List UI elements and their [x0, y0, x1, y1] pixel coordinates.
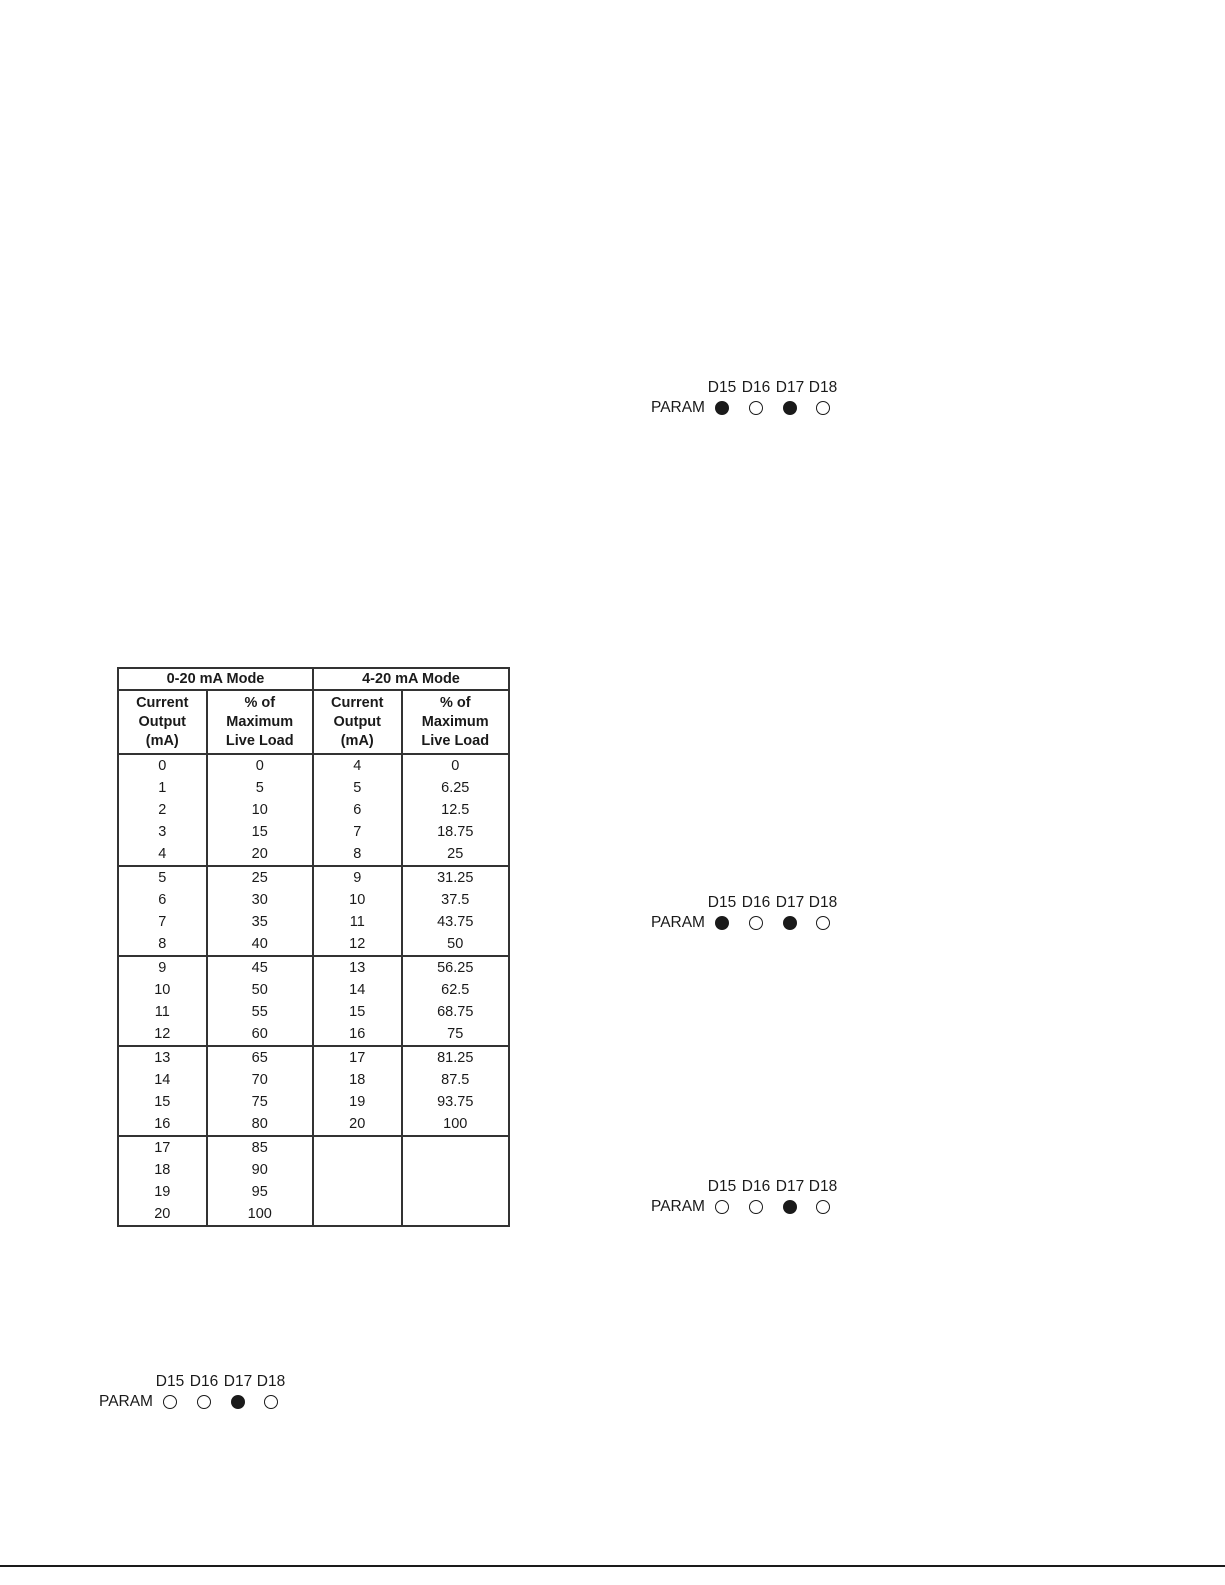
table-cell: 0 — [118, 754, 207, 777]
table-cell: 20 — [207, 843, 313, 866]
table-cell: 7 — [118, 911, 207, 933]
param-label: PARAM — [99, 1393, 153, 1410]
table-cell: 20 — [313, 1113, 402, 1136]
led-d18-indicator — [816, 401, 830, 415]
table-cell: 10 — [207, 799, 313, 821]
table-row — [118, 933, 509, 956]
page-bottom-rule — [0, 1565, 1225, 1567]
table-row — [118, 1046, 509, 1069]
table-cell: 15 — [207, 821, 313, 843]
table-cell — [402, 1203, 510, 1226]
table-cell — [402, 1136, 510, 1159]
table-cell: 0 — [402, 754, 510, 777]
led-d17-indicator — [783, 916, 797, 930]
table-cell: 6 — [118, 889, 207, 911]
led-d18-indicator — [264, 1395, 278, 1409]
table-cell: 10 — [118, 979, 207, 1001]
led-d17-indicator — [783, 401, 797, 415]
column-header-current-output: Current Output (mA) — [313, 690, 402, 754]
table-cell — [402, 1159, 510, 1181]
led-d15-indicator — [715, 1200, 729, 1214]
table-cell: 7 — [313, 821, 402, 843]
table-cell — [402, 1181, 510, 1203]
param-label: PARAM — [651, 1198, 705, 1215]
column-header-percent-live-load: % of Maximum Live Load — [207, 690, 313, 754]
param-label: PARAM — [651, 399, 705, 416]
table-cell: 87.5 — [402, 1069, 510, 1091]
table-row — [118, 1203, 509, 1226]
table-row — [118, 799, 509, 821]
led-label-d16: D16 — [741, 894, 771, 911]
table-row — [118, 979, 509, 1001]
led-label-d18: D18 — [808, 379, 838, 396]
table-cell: 4 — [313, 754, 402, 777]
led-panel-2 — [651, 894, 851, 942]
table-row — [118, 1113, 509, 1136]
table-cell: 15 — [313, 1001, 402, 1023]
current-output-table — [117, 667, 510, 1227]
led-label-d16: D16 — [741, 1178, 771, 1195]
table-row — [118, 1181, 509, 1203]
led-d16-indicator — [749, 1200, 763, 1214]
led-label-d17: D17 — [775, 379, 805, 396]
led-label-d18: D18 — [256, 1373, 286, 1390]
table-cell: 6 — [313, 799, 402, 821]
table-cell: 85 — [207, 1136, 313, 1159]
led-d18-indicator — [816, 1200, 830, 1214]
led-d16-indicator — [749, 401, 763, 415]
table-cell: 50 — [402, 933, 510, 956]
table-cell — [313, 1136, 402, 1159]
led-label-d17: D17 — [775, 1178, 805, 1195]
led-panel-1 — [651, 379, 851, 427]
table-cell: 16 — [118, 1113, 207, 1136]
table-cell: 11 — [118, 1001, 207, 1023]
table-row — [118, 1091, 509, 1113]
led-label-d18: D18 — [808, 1178, 838, 1195]
table-cell: 1 — [118, 777, 207, 799]
table-cell: 5 — [313, 777, 402, 799]
table-cell: 18 — [313, 1069, 402, 1091]
table-row — [118, 1023, 509, 1046]
table-cell: 12 — [118, 1023, 207, 1046]
table-cell: 14 — [313, 979, 402, 1001]
table-cell — [313, 1159, 402, 1181]
table-row — [118, 889, 509, 911]
table-cell: 62.5 — [402, 979, 510, 1001]
table-body — [118, 754, 509, 1226]
led-label-d15: D15 — [155, 1373, 185, 1390]
table-cell: 90 — [207, 1159, 313, 1181]
param-label: PARAM — [651, 914, 705, 931]
table-cell: 45 — [207, 956, 313, 979]
table-cell: 81.25 — [402, 1046, 510, 1069]
led-d16-indicator — [197, 1395, 211, 1409]
table-cell: 13 — [313, 956, 402, 979]
table-cell: 80 — [207, 1113, 313, 1136]
table-cell: 25 — [402, 843, 510, 866]
table-cell: 3 — [118, 821, 207, 843]
table-cell: 19 — [313, 1091, 402, 1113]
table-cell — [313, 1181, 402, 1203]
table-cell: 16 — [313, 1023, 402, 1046]
led-label-d17: D17 — [223, 1373, 253, 1390]
led-d17-indicator — [231, 1395, 245, 1409]
led-d17-indicator — [783, 1200, 797, 1214]
table-cell: 15 — [118, 1091, 207, 1113]
table-cell: 95 — [207, 1181, 313, 1203]
table-cell: 75 — [402, 1023, 510, 1046]
table-cell: 37.5 — [402, 889, 510, 911]
table-cell: 13 — [118, 1046, 207, 1069]
table-cell: 43.75 — [402, 911, 510, 933]
mode-header-4-20: 4-20 mA Mode — [313, 668, 509, 690]
table-cell: 6.25 — [402, 777, 510, 799]
mode-header-0-20: 0-20 mA Mode — [118, 668, 313, 690]
table-row — [118, 1069, 509, 1091]
led-panel-4 — [99, 1373, 299, 1421]
table-cell: 68.75 — [402, 1001, 510, 1023]
table-cell: 35 — [207, 911, 313, 933]
table-cell: 70 — [207, 1069, 313, 1091]
column-header-percent-live-load: % of Maximum Live Load — [402, 690, 510, 754]
table-cell: 65 — [207, 1046, 313, 1069]
table-cell: 8 — [313, 843, 402, 866]
led-d16-indicator — [749, 916, 763, 930]
led-d15-indicator — [715, 401, 729, 415]
table-cell: 50 — [207, 979, 313, 1001]
table-cell: 4 — [118, 843, 207, 866]
table-cell: 40 — [207, 933, 313, 956]
led-label-d15: D15 — [707, 379, 737, 396]
table-cell: 19 — [118, 1181, 207, 1203]
table-row — [118, 777, 509, 799]
led-label-d16: D16 — [189, 1373, 219, 1390]
table-cell: 2 — [118, 799, 207, 821]
table-cell: 5 — [207, 777, 313, 799]
table-cell: 75 — [207, 1091, 313, 1113]
table-cell: 25 — [207, 866, 313, 889]
table-cell: 55 — [207, 1001, 313, 1023]
led-label-d16: D16 — [741, 379, 771, 396]
table-cell: 17 — [118, 1136, 207, 1159]
table-row — [118, 866, 509, 889]
table-cell — [313, 1203, 402, 1226]
led-label-d17: D17 — [775, 894, 805, 911]
column-header-current-output: Current Output (mA) — [118, 690, 207, 754]
table-cell: 12 — [313, 933, 402, 956]
led-d15-indicator — [715, 916, 729, 930]
table-cell: 11 — [313, 911, 402, 933]
table-cell: 56.25 — [402, 956, 510, 979]
table-cell: 18.75 — [402, 821, 510, 843]
table-cell: 5 — [118, 866, 207, 889]
table-cell: 100 — [207, 1203, 313, 1226]
table-cell: 12.5 — [402, 799, 510, 821]
led-label-d15: D15 — [707, 1178, 737, 1195]
table-row — [118, 1001, 509, 1023]
table-cell: 18 — [118, 1159, 207, 1181]
table-cell: 20 — [118, 1203, 207, 1226]
table-cell: 10 — [313, 889, 402, 911]
table-cell: 30 — [207, 889, 313, 911]
table-cell: 9 — [118, 956, 207, 979]
table-row — [118, 821, 509, 843]
led-d18-indicator — [816, 916, 830, 930]
led-label-d18: D18 — [808, 894, 838, 911]
table-cell: 100 — [402, 1113, 510, 1136]
table-cell: 9 — [313, 866, 402, 889]
table-cell: 93.75 — [402, 1091, 510, 1113]
table-row — [118, 843, 509, 866]
table-cell: 17 — [313, 1046, 402, 1069]
led-panel-3 — [651, 1178, 851, 1226]
table-cell: 14 — [118, 1069, 207, 1091]
table-cell: 8 — [118, 933, 207, 956]
led-label-d15: D15 — [707, 894, 737, 911]
table-cell: 31.25 — [402, 866, 510, 889]
table-row — [118, 911, 509, 933]
table-row — [118, 754, 509, 777]
table-row — [118, 1136, 509, 1159]
led-d15-indicator — [163, 1395, 177, 1409]
table-cell: 0 — [207, 754, 313, 777]
table-cell: 60 — [207, 1023, 313, 1046]
table-row — [118, 1159, 509, 1181]
table-row — [118, 956, 509, 979]
